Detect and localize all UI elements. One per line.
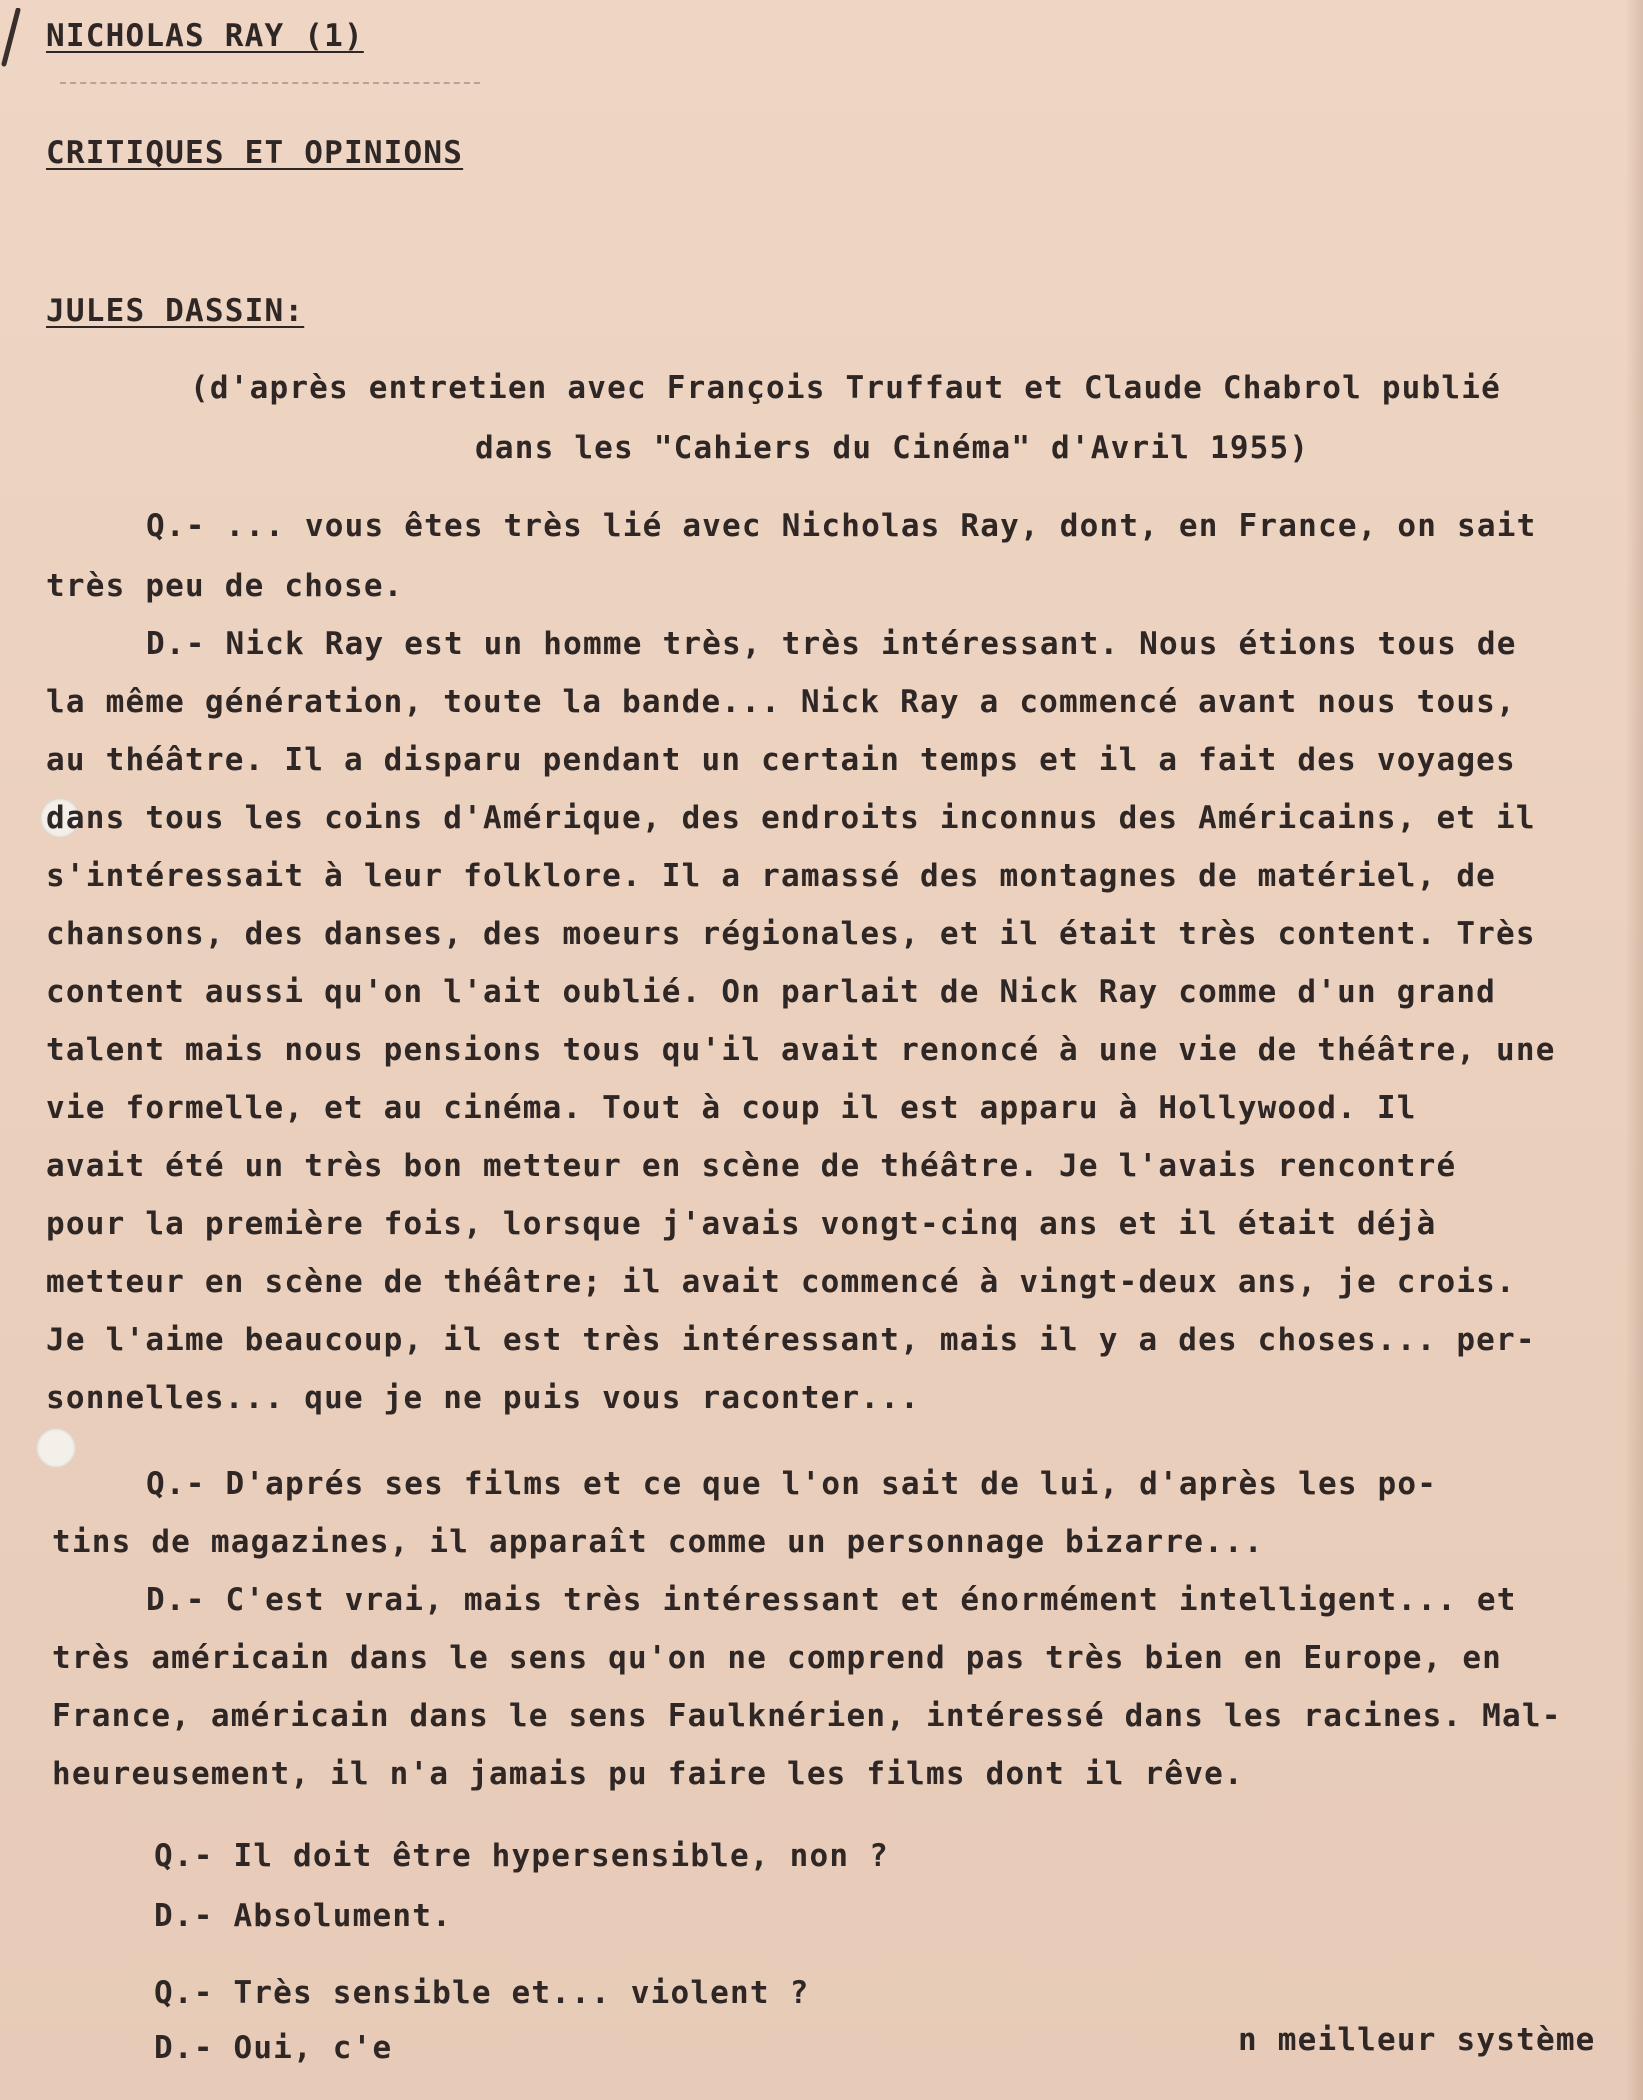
- punch-hole-bottom: [36, 1428, 76, 1468]
- page-edge-shadow: [1625, 0, 1643, 2100]
- body-line: France, américain dans le sens Faulknérien, intéressé dans les racines. Mal-: [52, 1698, 1562, 1734]
- body-line: n meilleur système: [1238, 2022, 1596, 2058]
- body-line: très peu de chose.: [46, 568, 404, 604]
- body-line: D.- Oui, c'e: [154, 2030, 393, 2066]
- pen-stroke-mark: [0, 8, 22, 68]
- page-title: NICHOLAS RAY (1): [46, 18, 364, 54]
- body-line: heureusement, il n'a jamais pu faire les films dont il rêve.: [52, 1756, 1244, 1792]
- faint-dash-marks: [60, 82, 480, 88]
- speaker-heading: JULES DASSIN:: [46, 293, 305, 329]
- body-line: pour la première fois, lorsque j'avais vongt-cinq ans et il était déjà: [46, 1206, 1437, 1242]
- body-line: content aussi qu'on l'ait oublié. On parlait de Nick Ray comme d'un grand: [46, 974, 1497, 1010]
- body-line: D.- Nick Ray est un homme très, très intéressant. Nous étions tous de: [146, 626, 1517, 662]
- body-line: au théâtre. Il a disparu pendant un certain temps et il a fait des voyages: [46, 742, 1516, 778]
- body-line: Je l'aime beaucoup, il est très intéressant, mais il y a des choses... per-: [46, 1322, 1536, 1358]
- body-line: vie formelle, et au cinéma. Tout à coup il est apparu à Hollywood. Il: [46, 1090, 1417, 1126]
- body-line: dans tous les coins d'Amérique, des endroits inconnus des Américains, et il: [46, 800, 1536, 836]
- body-line: sonnelles... que je ne puis vous raconter...: [46, 1380, 920, 1416]
- body-line: avait été un très bon metteur en scène de théâtre. Je l'avais rencontré: [46, 1148, 1457, 1184]
- body-line: chansons, des danses, des moeurs régionales, et il était très content. Très: [46, 916, 1536, 952]
- body-line: s'intéressait à leur folklore. Il a ramassé des montagnes de matériel, de: [46, 858, 1497, 894]
- body-line: metteur en scène de théâtre; il avait commencé à vingt-deux ans, je crois.: [46, 1264, 1516, 1300]
- body-line: Q.- D'aprés ses films et ce que l'on sait de lui, d'après les po-: [146, 1466, 1438, 1502]
- body-line: la même génération, toute la bande... Nick Ray a commencé avant nous tous,: [46, 684, 1516, 720]
- body-line: D.- C'est vrai, mais très intéressant et énormément intelligent... et: [146, 1582, 1517, 1618]
- body-line: Q.- Très sensible et... violent ?: [154, 1975, 810, 2011]
- body-line: D.- Absolument.: [154, 1898, 452, 1934]
- body-line: talent mais nous pensions tous qu'il avait renoncé à une vie de théâtre, une: [46, 1032, 1556, 1068]
- source-line-1: (d'après entretien avec François Truffaut et Claude Chabrol publié: [190, 370, 1501, 406]
- body-line: tins de magazines, il apparaît comme un personnage bizarre...: [52, 1524, 1264, 1560]
- body-line: Q.- Il doit être hypersensible, non ?: [154, 1838, 889, 1874]
- section-heading: CRITIQUES ET OPINIONS: [46, 135, 464, 171]
- body-line: très américain dans le sens qu'on ne comprend pas très bien en Europe, en: [52, 1640, 1503, 1676]
- body-line: Q.- ... vous êtes très lié avec Nicholas Ray, dont, en France, on sait: [146, 508, 1537, 544]
- source-line-2: dans les "Cahiers du Cinéma" d'Avril 1955): [475, 430, 1310, 466]
